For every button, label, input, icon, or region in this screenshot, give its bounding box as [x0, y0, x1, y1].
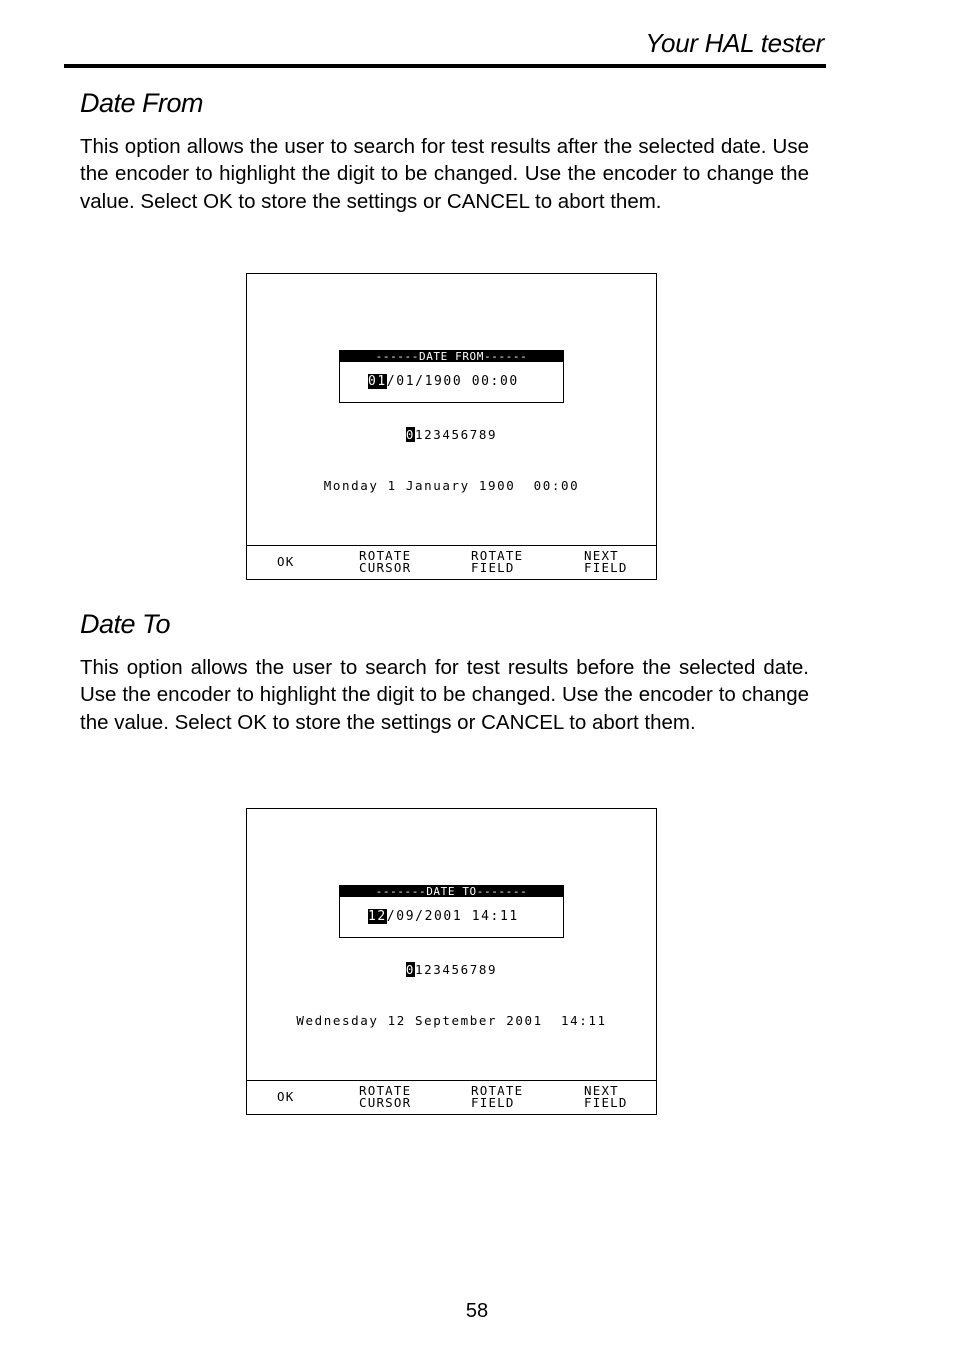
dialog-title: ------DATE FROM------ — [340, 351, 563, 362]
date-value[interactable] — [368, 910, 519, 924]
screen-date-from — [246, 273, 657, 580]
digit-highlight: 0 — [405, 962, 415, 977]
section-title-date-from: Date From — [80, 88, 204, 118]
softkey-label: NEXT — [584, 548, 619, 563]
header-title: Your HAL tester — [645, 28, 824, 58]
softkey-label: FIELD — [584, 1095, 628, 1110]
section-body-date-from: This option allows the user to search for test results after the selected date. Use the encoder to highlight the digit to be changed. Use the encoder to change the value. Select OK to store the settings or CANCEL to abort them. — [80, 135, 809, 213]
softkey-label: ROTATE — [471, 548, 524, 563]
softkey-label: ROTATE — [471, 1083, 524, 1098]
softkey-rotate-field[interactable] — [471, 550, 523, 574]
dialog-title: -------DATE TO------- — [340, 886, 563, 897]
softkey-label: FIELD — [471, 560, 515, 575]
date-value-rest: /01/1900 00:00 — [386, 374, 519, 389]
date-value[interactable] — [368, 375, 519, 389]
date-dialog — [339, 350, 564, 403]
softkey-rotate-cursor[interactable] — [359, 550, 411, 574]
date-cursor-highlight: 01 — [368, 374, 387, 389]
digit-rest: 123456789 — [415, 962, 498, 977]
digit-selector[interactable] — [247, 962, 656, 977]
softkey-bar — [247, 1080, 656, 1114]
digit-highlight: 0 — [405, 427, 415, 442]
softkey-next-field[interactable] — [584, 1085, 628, 1109]
softkey-label: ROTATE — [359, 548, 412, 563]
softkey-ok[interactable]: OK — [277, 554, 295, 569]
softkey-ok[interactable]: OK — [277, 1089, 295, 1104]
screen-date-to — [246, 808, 657, 1115]
softkey-bar — [247, 545, 656, 579]
softkey-label: CURSOR — [359, 560, 412, 575]
date-dialog — [339, 885, 564, 938]
softkey-label: CURSOR — [359, 1095, 412, 1110]
date-summary: Wednesday 12 September 2001 14:11 — [296, 1013, 607, 1028]
date-cursor-highlight: 12 — [368, 909, 387, 924]
section-title-date-to: Date To — [80, 609, 171, 639]
date-value-rest: /09/2001 14:11 — [386, 909, 519, 924]
softkey-rotate-cursor[interactable] — [359, 1085, 411, 1109]
header-rule — [64, 64, 826, 68]
softkey-label: NEXT — [584, 1083, 619, 1098]
softkey-label: ROTATE — [359, 1083, 412, 1098]
date-summary: Monday 1 January 1900 00:00 — [323, 478, 580, 493]
digit-selector[interactable] — [247, 427, 656, 442]
digit-rest: 123456789 — [415, 427, 498, 442]
section-body-date-to: This option allows the user to search for test results before the selected date. Use the encoder to highlight the digit to be changed. Use the encoder to change the value. Select OK to store the settings or CANCEL to abort them. — [80, 656, 809, 734]
page-number: 58 — [465, 1300, 489, 1322]
softkey-label: FIELD — [471, 1095, 515, 1110]
softkey-label: FIELD — [584, 560, 628, 575]
softkey-rotate-field[interactable] — [471, 1085, 523, 1109]
softkey-next-field[interactable] — [584, 550, 628, 574]
